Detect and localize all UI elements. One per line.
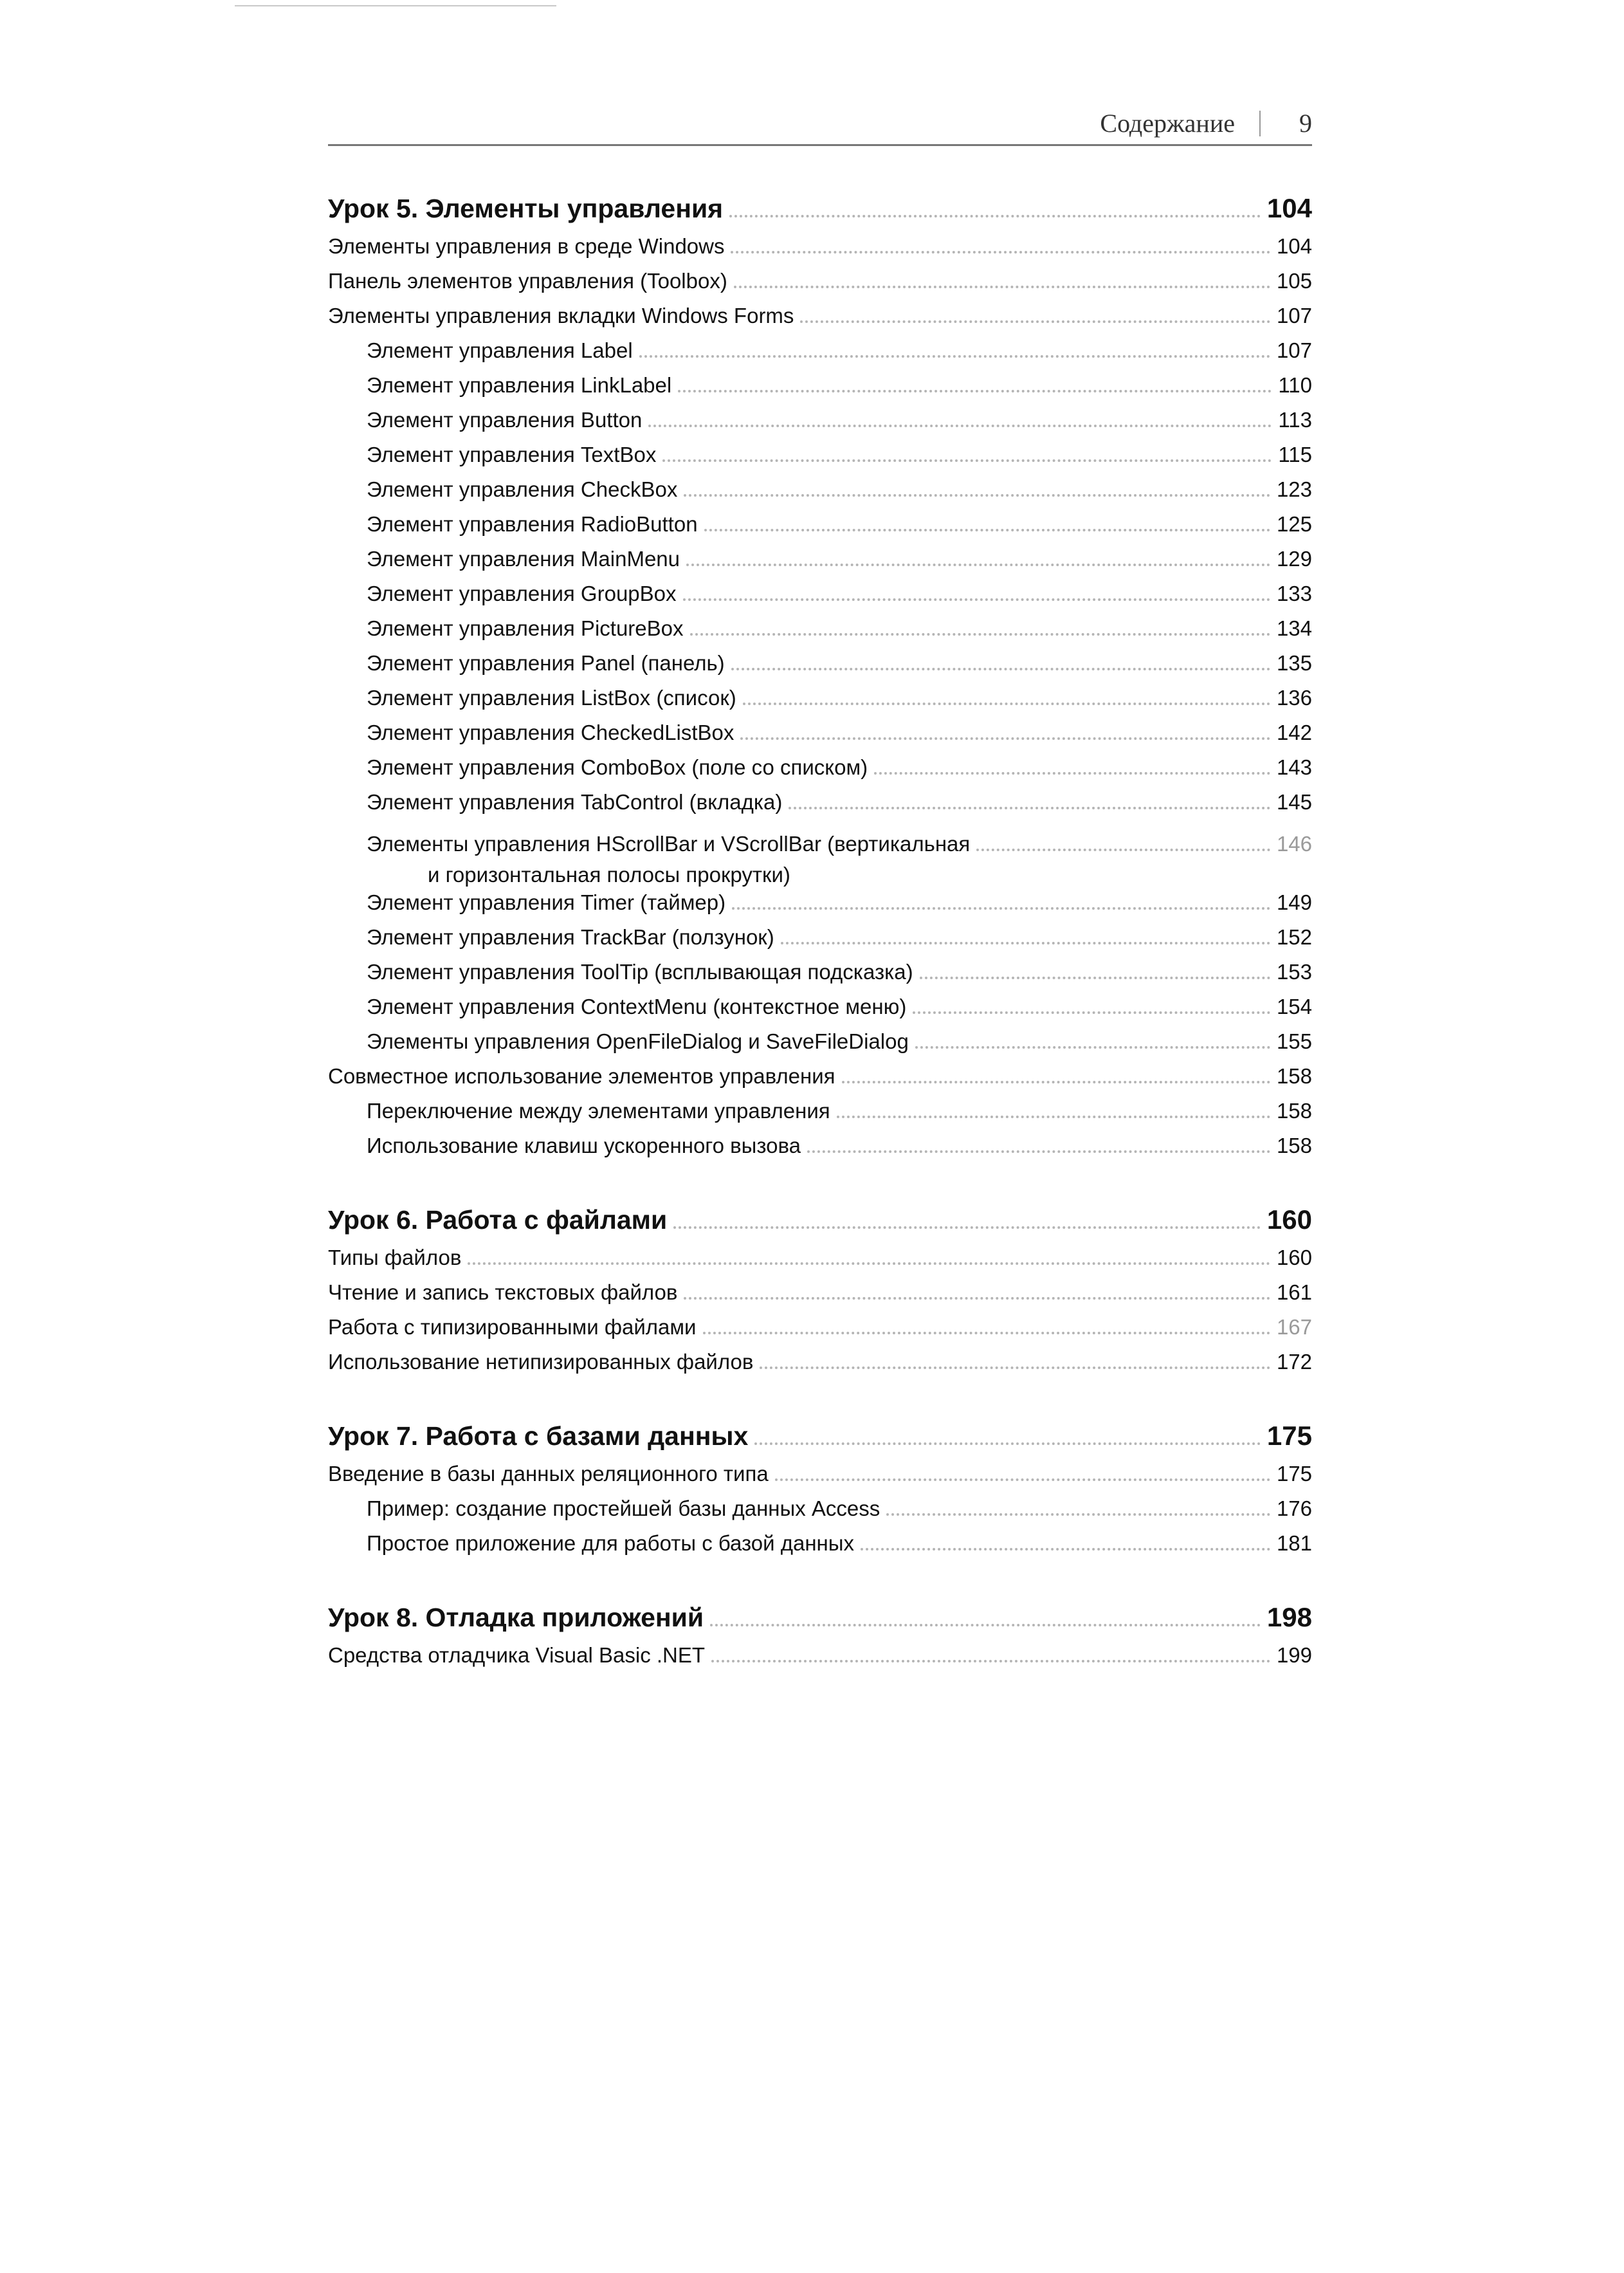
dot-leader bbox=[734, 285, 1270, 288]
entry-title: Элемент управления PictureBox bbox=[367, 616, 684, 640]
dot-leader bbox=[703, 1331, 1270, 1334]
entry-title: Элемент управления Panel (панель) bbox=[367, 651, 725, 675]
section-gap bbox=[328, 1168, 1312, 1193]
toc-entry bbox=[328, 269, 1312, 304]
entry-title: Элементы управления OpenFileDialog и SaveFileDialog bbox=[367, 1029, 909, 1053]
entry-page: 149 bbox=[1276, 890, 1312, 914]
entry-page: 153 bbox=[1276, 960, 1312, 984]
header-separator bbox=[1259, 111, 1261, 136]
lesson-page: 104 bbox=[1266, 193, 1312, 223]
dot-leader bbox=[686, 563, 1270, 566]
header-section-title: Содержание bbox=[1100, 109, 1235, 138]
dot-leader bbox=[468, 1262, 1270, 1265]
entry-page: 145 bbox=[1276, 790, 1312, 814]
entry-title: Элемент управления TabControl (вкладка) bbox=[367, 790, 783, 814]
entry-page: 152 bbox=[1276, 925, 1312, 949]
entry-title-line1: Элементы управления HScrollBar и VScrollBar (вертикальная bbox=[367, 832, 971, 856]
toc-entry bbox=[328, 995, 1312, 1029]
dot-leader bbox=[690, 632, 1270, 636]
entry-title: Типы файлов bbox=[328, 1246, 462, 1269]
toc-entry bbox=[328, 1462, 1312, 1496]
toc-entry bbox=[328, 925, 1312, 960]
toc-entry bbox=[328, 1246, 1312, 1280]
toc-entry bbox=[328, 960, 1312, 995]
dot-leader bbox=[731, 250, 1270, 253]
dot-leader bbox=[842, 1080, 1270, 1083]
lesson-heading bbox=[328, 1602, 1312, 1643]
dot-leader bbox=[678, 389, 1272, 392]
entry-page: 107 bbox=[1276, 304, 1312, 327]
dot-leader bbox=[789, 806, 1270, 809]
entry-title: Элемент управления ToolTip (всплывающая подсказка) bbox=[367, 960, 913, 984]
dot-leader bbox=[704, 528, 1270, 531]
dot-leader bbox=[800, 320, 1270, 323]
dot-leader bbox=[684, 1296, 1270, 1300]
entry-title: Элемент управления GroupBox bbox=[367, 582, 677, 605]
entry-page: 160 bbox=[1276, 1246, 1312, 1269]
entry-page: 154 bbox=[1276, 995, 1312, 1018]
entry-page: 161 bbox=[1276, 1280, 1312, 1304]
entry-page: 181 bbox=[1276, 1531, 1312, 1555]
entry-page: 135 bbox=[1276, 651, 1312, 675]
entry-title: Элемент управления Timer (таймер) bbox=[367, 890, 726, 914]
entry-page: 175 bbox=[1276, 1462, 1312, 1486]
entry-page: 158 bbox=[1276, 1064, 1312, 1088]
entry-title: Элемент управления Button bbox=[367, 408, 643, 432]
toc-entry bbox=[328, 547, 1312, 582]
lesson-page: 198 bbox=[1266, 1602, 1312, 1632]
entry-title: Элементы управления в среде Windows bbox=[328, 234, 725, 258]
entry-title: Использование клавиш ускоренного вызова bbox=[367, 1134, 801, 1157]
lesson-heading bbox=[328, 193, 1312, 234]
toc-entry bbox=[328, 1029, 1312, 1064]
toc-entry bbox=[328, 1531, 1312, 1566]
dot-leader bbox=[861, 1547, 1270, 1551]
entry-page: 123 bbox=[1276, 477, 1312, 501]
entry-title: Элемент управления CheckedListBox bbox=[367, 721, 734, 744]
entry-title: Средства отладчика Visual Basic .NET bbox=[328, 1643, 706, 1667]
running-header bbox=[328, 108, 1312, 147]
table-of-contents bbox=[328, 193, 1312, 1678]
lesson-title: Урок 7. Работа с базами данных bbox=[328, 1421, 749, 1451]
toc-entry bbox=[328, 721, 1312, 755]
entry-page: 158 bbox=[1276, 1099, 1312, 1123]
entry-page: 176 bbox=[1276, 1496, 1312, 1520]
entry-title: Работа с типизированными файлами bbox=[328, 1315, 697, 1339]
entry-page: 125 bbox=[1276, 512, 1312, 536]
entry-title: Введение в базы данных реляционного типа bbox=[328, 1462, 769, 1486]
entry-page: 133 bbox=[1276, 582, 1312, 605]
entry-title: Элемент управления ListBox (список) bbox=[367, 686, 736, 710]
entry-title: Чтение и запись текстовых файлов bbox=[328, 1280, 678, 1304]
toc-entry bbox=[328, 408, 1312, 443]
dot-leader bbox=[920, 976, 1270, 979]
entry-page: 167 bbox=[1276, 1315, 1312, 1339]
entry-title: Элемент управления LinkLabel bbox=[367, 373, 672, 397]
toc-entry bbox=[328, 512, 1312, 547]
toc-entry bbox=[328, 443, 1312, 477]
entry-title-line2: и горизонтальная полосы прокрутки) bbox=[428, 863, 790, 887]
entry-page: 129 bbox=[1276, 547, 1312, 571]
entry-page: 107 bbox=[1276, 338, 1312, 362]
toc-entry bbox=[328, 1643, 1312, 1678]
toc-entry bbox=[328, 1350, 1312, 1385]
toc-entry bbox=[328, 825, 1312, 890]
entry-title: Элемент управления TrackBar (ползунок) bbox=[367, 925, 774, 949]
dot-leader bbox=[760, 1366, 1270, 1369]
toc-entry bbox=[328, 373, 1312, 408]
lesson-heading bbox=[328, 1204, 1312, 1246]
dot-leader bbox=[743, 702, 1270, 705]
entry-title: Элемент управления CheckBox bbox=[367, 477, 678, 501]
toc-entry bbox=[328, 1064, 1312, 1099]
entry-page: 113 bbox=[1278, 408, 1312, 432]
toc-entry bbox=[328, 338, 1312, 373]
toc-entry bbox=[328, 686, 1312, 721]
lesson-page: 175 bbox=[1266, 1421, 1312, 1451]
toc-entry bbox=[328, 1134, 1312, 1168]
toc-entry bbox=[328, 651, 1312, 686]
dot-leader bbox=[710, 1623, 1261, 1626]
dot-leader bbox=[662, 459, 1272, 462]
dot-leader bbox=[683, 598, 1270, 601]
dot-leader bbox=[740, 737, 1270, 740]
entry-page: 158 bbox=[1276, 1134, 1312, 1157]
entry-title: Переключение между элементами управления bbox=[367, 1099, 830, 1123]
dot-leader bbox=[874, 771, 1270, 775]
entry-page: 104 bbox=[1276, 234, 1312, 258]
dot-leader bbox=[732, 906, 1270, 910]
dot-leader bbox=[673, 1226, 1261, 1229]
lesson-page: 160 bbox=[1266, 1204, 1312, 1235]
entry-page: 146 bbox=[1276, 832, 1312, 856]
lesson-heading bbox=[328, 1421, 1312, 1462]
dot-leader bbox=[913, 1011, 1270, 1014]
toc-entry bbox=[328, 1280, 1312, 1315]
entry-page: 199 bbox=[1276, 1643, 1312, 1667]
entry-page: 134 bbox=[1276, 616, 1312, 640]
dot-leader bbox=[731, 667, 1270, 670]
dot-leader bbox=[684, 493, 1270, 497]
entry-page: 172 bbox=[1276, 1350, 1312, 1374]
entry-title: Простое приложение для работы с базой данных bbox=[367, 1531, 854, 1555]
dot-leader bbox=[915, 1045, 1270, 1049]
toc-entry bbox=[328, 477, 1312, 512]
entry-page: 136 bbox=[1276, 686, 1312, 710]
toc-entry bbox=[328, 1496, 1312, 1531]
entry-title: Панель элементов управления (Toolbox) bbox=[328, 269, 727, 293]
dot-leader bbox=[639, 354, 1270, 358]
dot-leader bbox=[648, 424, 1272, 427]
dot-leader bbox=[775, 1478, 1270, 1481]
toc-entry bbox=[328, 234, 1312, 269]
entry-title: Элемент управления TextBox bbox=[367, 443, 657, 466]
toc-entry bbox=[328, 1099, 1312, 1134]
entry-title: Элемент управления MainMenu bbox=[367, 547, 680, 571]
toc-entry bbox=[328, 304, 1312, 338]
toc-entry bbox=[328, 582, 1312, 616]
dot-leader bbox=[807, 1150, 1270, 1153]
entry-page: 110 bbox=[1278, 373, 1312, 397]
lesson-title: Урок 5. Элементы управления bbox=[328, 194, 724, 223]
section-gap bbox=[328, 1385, 1312, 1409]
entry-title: Элементы управления вкладки Windows Forms bbox=[328, 304, 794, 327]
dot-leader bbox=[837, 1115, 1270, 1118]
dot-leader bbox=[754, 1442, 1261, 1445]
dot-leader bbox=[976, 848, 1270, 851]
toc-entry bbox=[328, 790, 1312, 825]
entry-title: Совместное использование элементов управления bbox=[328, 1064, 835, 1088]
dot-leader bbox=[886, 1513, 1270, 1516]
entry-title: Элемент управления ComboBox (поле со списком) bbox=[367, 755, 868, 779]
entry-page: 142 bbox=[1276, 721, 1312, 744]
entry-page: 143 bbox=[1276, 755, 1312, 779]
toc-entry bbox=[328, 616, 1312, 651]
dot-leader bbox=[781, 941, 1270, 944]
entry-page: 155 bbox=[1276, 1029, 1312, 1053]
entry-title: Элемент управления Label bbox=[367, 338, 633, 362]
dot-leader bbox=[711, 1659, 1270, 1662]
scan-edge-line bbox=[235, 5, 556, 6]
header-rule bbox=[328, 144, 1312, 146]
entry-title: Использование нетипизированных файлов bbox=[328, 1350, 754, 1374]
lesson-title: Урок 6. Работа с файлами bbox=[328, 1205, 668, 1235]
header-page-number: 9 bbox=[1299, 109, 1312, 138]
section-gap bbox=[328, 1566, 1312, 1590]
entry-title: Элемент управления RadioButton bbox=[367, 512, 698, 536]
toc-entry bbox=[328, 755, 1312, 790]
toc-entry bbox=[328, 1315, 1312, 1350]
toc-entry bbox=[328, 890, 1312, 925]
entry-title bbox=[367, 829, 970, 890]
dot-leader bbox=[729, 214, 1261, 217]
entry-page: 115 bbox=[1278, 443, 1312, 466]
lesson-title: Урок 8. Отладка приложений bbox=[328, 1603, 704, 1632]
entry-title: Элемент управления ContextMenu (контекстное меню) bbox=[367, 995, 907, 1018]
entry-title: Пример: создание простейшей базы данных Access bbox=[367, 1496, 880, 1520]
entry-page: 105 bbox=[1276, 269, 1312, 293]
